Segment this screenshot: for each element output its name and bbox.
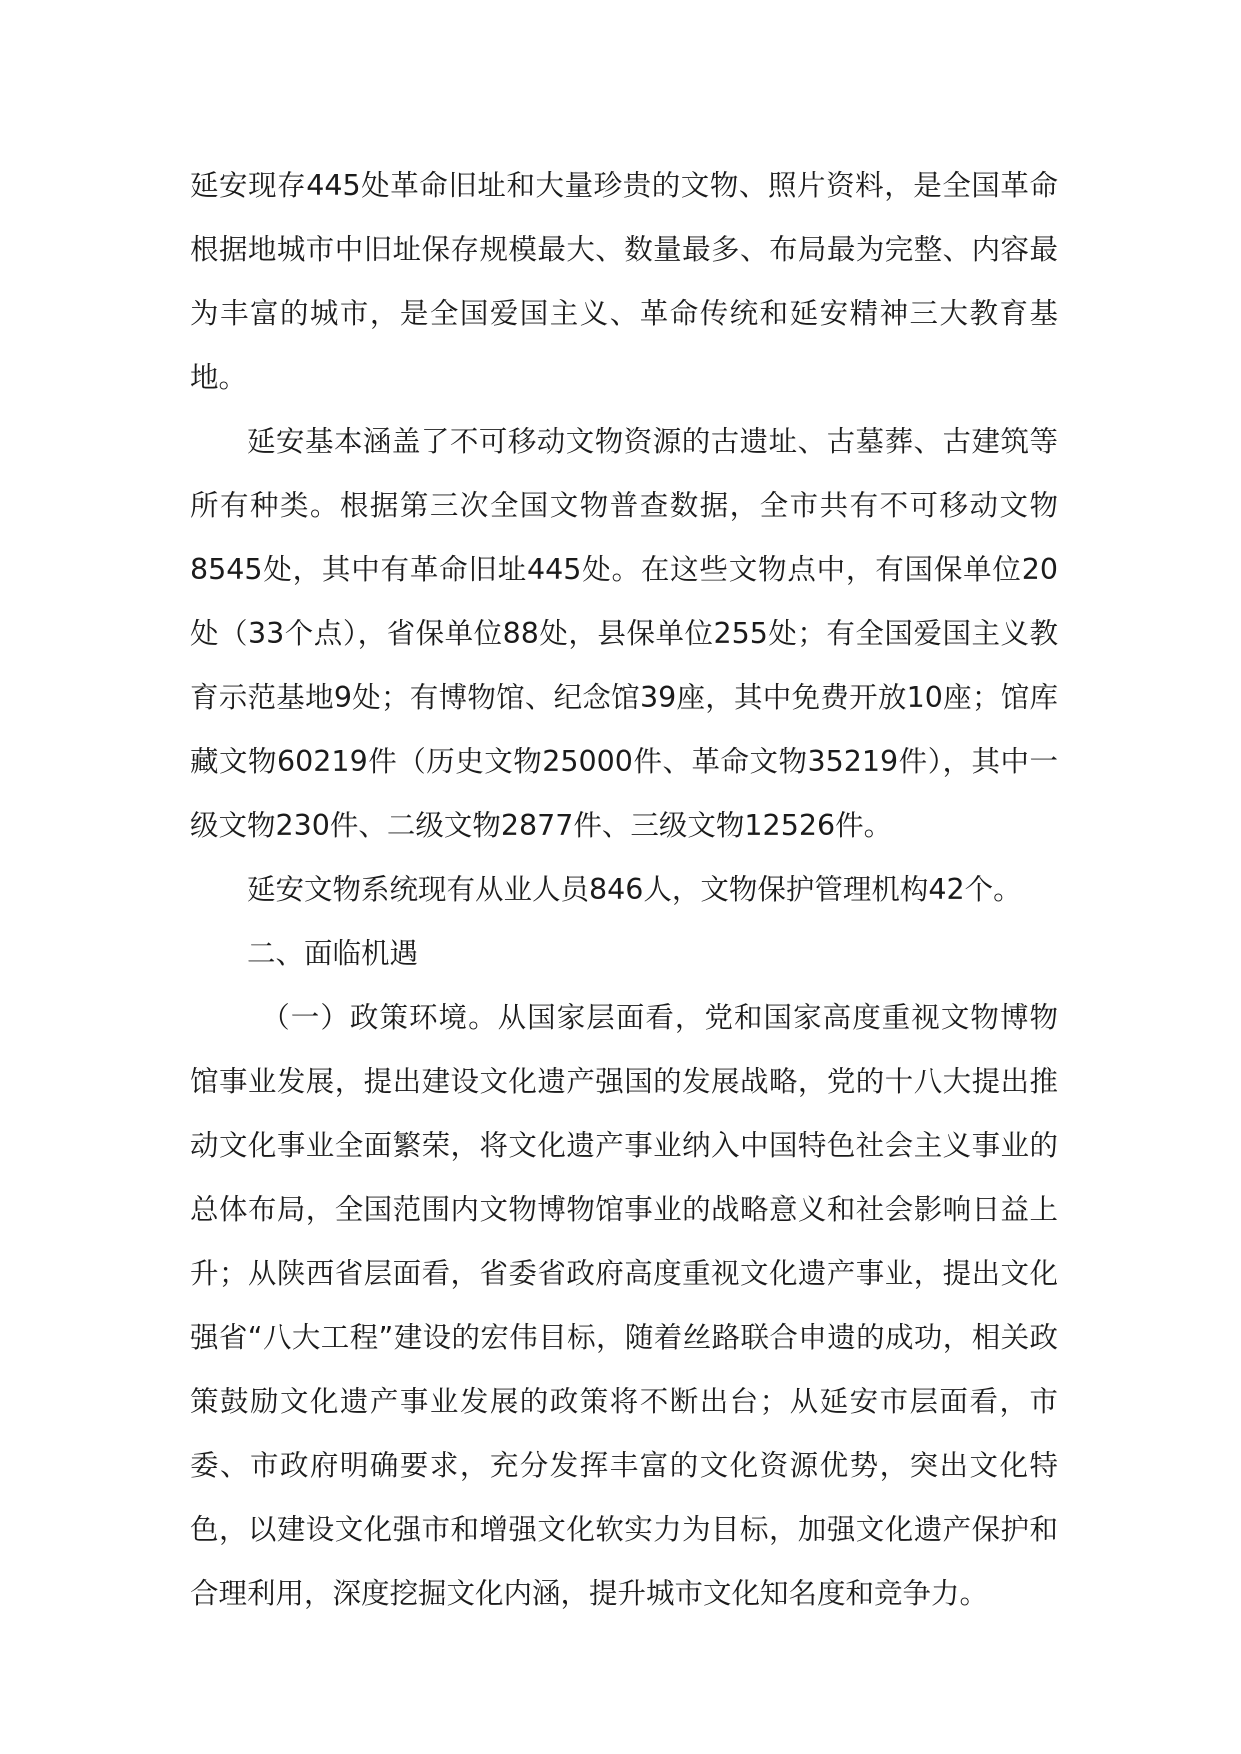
section-heading: 二、面临机遇: [247, 937, 419, 970]
document-body: [190, 154, 1058, 1626]
paragraph-intro-continued: 延安现存445处革命旧址和大量珍贵的文物、照片资料，是全国革命根据地城市中旧址保存规模最大、数量最多、布局最为完整、内容最为丰富的城市，是全国爱国主义、革命传统和延安精神三大教育基地。: [190, 169, 1058, 394]
paragraph-staff: 延安文物系统现有从业人员846人，文物保护管理机构42个。: [247, 873, 1022, 906]
paragraph-policy: （一）政策环境。从国家层面看，党和国家高度重视文物博物馆事业发展，提出建设文化遗产强国的发展战略，党的十八大提出推动文化事业全面繁荣，将文化遗产事业纳入中国特色社会主义事业的总体布局，全国范围内文物博物馆事业的战略意义和社会影响日益上升；从陕西省层面看，省委省政府高度重视文化遗产事业，提出文化强省“八大工程”建设的宏伟目标，随着丝路联合申遗的成功，相关政策鼓励文化遗产事业发展的政策将不断出台；从延安市层面看，市委、市政府明确要求，充分发挥丰富的文化资源优势，突出文化特色，以建设文化强市和增强文化软实力为目标，加强文化遗产保护和合理利用，深度挖掘文化内涵，提升城市文化知名度和竞争力。: [190, 1001, 1058, 1610]
paragraph-resources: 延安基本涵盖了不可移动文物资源的古遗址、古墓葬、古建筑等所有种类。根据第三次全国文物普查数据，全市共有不可移动文物8545处，其中有革命旧址445处。在这些文物点中，有国保单位20处（33个点），省保单位88处，县保单位255处；有全国爱国主义教育示范基地9处；有博物馆、纪念馆39座，其中免费开放10座；馆库藏文物60219件（历史文物25000件、革命文物35219件），其中一级文物230件、二级文物2877件、三级文物12526件。: [190, 425, 1058, 842]
